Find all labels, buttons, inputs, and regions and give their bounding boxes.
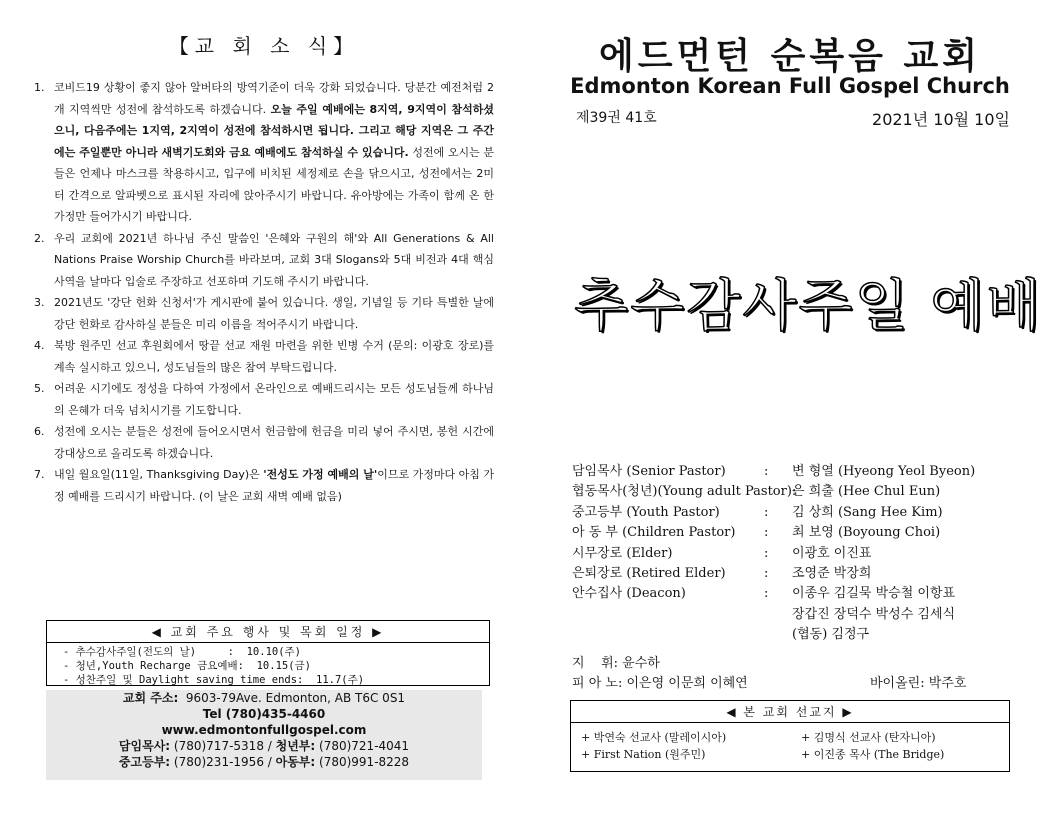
staff-colon: : [764,525,769,541]
staff-row [572,625,1022,645]
news-item [34,421,494,464]
phone-label: 담임목사: [118,739,171,753]
missionary-item: + 김명식 선교사 (탄자니아) [801,731,936,744]
missionary-item: + 이진종 목사 (The Bridge) [801,748,945,761]
staff-role: 중고등부 (Youth Pastor) [572,504,720,520]
news-text-part: 성전에 오시는 분들은 언제나 마스크를 착용하시고, 입구에 비치된 세정제로 손을 닦으시고, 성전에서는 2미터 간격으로 알파벳으로 표시된 자리에 앉아주시기 바랍니다. 유아방에는 가족이 함께 온 한 가정만 들어가시기 바랍니다. [54,145,495,223]
event-row: - 청년,Youth Recharge 금요예배: 10.15(금) [63,660,312,672]
news-item-text [54,464,494,507]
service-title-text: 추수감사주일 예배 [574,274,1043,339]
news-list [34,77,494,507]
phone-label: 아동부: [275,755,316,769]
event-row: - 추수감사주일(전도의 날) : 10.10(주) [63,646,302,658]
conductor: 지 휘: 윤수하 [572,656,660,671]
staff-names: 이종우 김길묵 박승철 이항표 [792,586,956,602]
news-text-part: 코비드19 상황이 좋지 않아 알버타의 방역기준이 더욱 강화 되었습니다. 당분간 예전처럼 2개 지역씩만 성전에 참석하도록 하겠습니다. [54,81,494,116]
phone-value: (780)721-4041 [315,739,410,753]
telephone: Tel (780)435-4460 [202,707,326,721]
news-text-part: 이므로 가정마다 아침 가정 예배를 드리시기 바랍니다. (이 날은 교회 새벽 예배 없음) [54,468,494,503]
phone-value: (780)231-1956 / [170,755,276,769]
phone-value: (780)717-5318 / [170,739,276,753]
news-text-part: 우리 교회에 2021년 하나님 주신 말씀인 '은혜와 구원의 해'와 All Generations & All Nations Praise Worship Church를 바라보며, 교회 3대 Slogans와 5대 비전과 4대 핵심 사역을 날마다 입술로 주장하고 선포하며 기도해 주시기 바랍니다. [54,231,494,288]
events-box [46,620,490,686]
news-item-number: 1. [34,81,45,94]
staff-names: 변 형열 (Hyeong Yeol Byeon) [792,464,976,479]
pianist: 피 아 노: 이은영 이문희 이혜연 [572,676,748,691]
news-item-text [54,77,494,228]
address-value: 9603-79Ave. Edmonton, AB T6C 0S1 [178,691,406,705]
staff-names: 최 보영 (Boyoung Choi) [792,525,941,541]
address-line [46,690,482,706]
website-link[interactable]: www.edmontonfullgospel.com [161,723,367,737]
news-item-text [54,228,494,293]
staff-row [572,462,1022,482]
violinist: 바이올린: 박주호 [870,676,967,691]
phone-line-1 [46,738,482,754]
staff-role: 아 동 부 (Children Pastor) [572,525,736,541]
staff-role [572,625,764,645]
news-text-part: 성전에 오시는 분들은 성전에 들어오시면서 헌금함에 헌금을 미리 넣어 주시면, 봉헌 시간에 강대상으로 올리도록 하겠습니다. [54,425,494,460]
staff-row [572,544,1022,564]
staff-names: (협동) 김정구 [792,627,870,643]
news-emphasis: 오늘 주일 예배에는 8지역, 9지역이 참석하셨으니, 다음주에는 1지역, 2지역이 성전에 참석하시면 됩니다. 그리고 해당 지역은 그 주간에는 주일뿐만 아니라 새벽기도회와 금요 예배에도 참석하실 수 있습니다. [54,102,494,159]
staff-names: 조영준 박장희 [792,565,872,581]
news-text-part: 2021년도 '강단 헌화 신청서'가 게시판에 붙어 있습니다. 생일, 기념일 등 기타 특별한 날에 강단 헌화로 감사하실 분들은 미리 이름을 적어주시기 바랍니다. [54,296,494,331]
staff-role [572,605,764,625]
events-heading: ◀ 교회 주요 행사 및 목회 일정 ▶ [47,621,489,643]
news-item [34,292,494,335]
phone-value: (780)991-8228 [315,755,410,769]
news-item-number: 4. [34,339,45,352]
address-box [46,690,482,780]
staff-role: 협동목사(청년)(Young adult Pastor): [572,484,797,500]
issue-date: 2021년 10월 10일 [872,110,1010,129]
staff-role: 안수집사 (Deacon) [572,586,686,602]
news-text-part: 내일 월요일(11일, Thanksgiving Day)은 [54,468,264,481]
event-row: - 성찬주일 및 Daylight saving time ends: 11.7(주) [63,674,365,686]
staff-colon: : [764,545,769,561]
news-item-text [54,335,494,378]
church-name-korean: 에드먼턴 순복음 교회 [598,36,982,77]
staff-row [572,503,1022,523]
missionaries-heading: ◀ 본 교회 선교지 ▶ [571,701,1009,723]
staff-row [572,564,1022,584]
events-list [47,643,489,687]
news-section [34,30,494,507]
news-text-part: 어려운 시기에도 정성을 다하여 가정에서 온라인으로 예배드리시는 모든 성도님들께 하나님의 은혜가 더욱 넘치시기를 기도합니다. [54,382,494,417]
missionary-item: + First Nation (원주민) [581,748,706,761]
staff-row [572,482,1022,502]
staff-role: 시무장로 (Elder) [572,545,673,561]
missionaries-list [571,723,1009,763]
phone-line-2 [46,754,482,770]
staff-names: 장갑진 장덕수 박성수 김세식 [792,606,956,622]
address-label: 교회 주소: [122,691,179,705]
phone-label: 청년부: [275,739,316,753]
news-item [34,77,494,228]
staff-colon [764,625,792,645]
news-title: 【교 회 소 식】 [168,34,360,58]
staff-row [572,605,1022,625]
news-item-number: 6. [34,425,45,438]
staff-list [572,462,1022,646]
news-item [34,378,494,421]
news-emphasis: '전성도 가정 예배의 날' [263,468,378,481]
staff-row [572,584,1022,604]
staff-colon: : [764,586,769,602]
staff-colon: : [764,464,769,479]
news-item [34,464,494,507]
music-section [572,654,748,694]
staff-colon [764,482,792,502]
news-item-number: 3. [34,296,45,309]
phone-label: 중고등부: [118,755,171,769]
staff-names: 김 상희 (Sang Hee Kim) [792,504,943,520]
news-item-text [54,378,494,421]
service-title [574,262,1043,342]
news-item-text [54,292,494,335]
missionaries-box [570,700,1010,772]
volume-number: 제39권 41호 [576,110,657,126]
church-name-english: Edmonton Korean Full Gospel Church [570,74,1010,98]
news-item [34,335,494,378]
staff-colon: : [764,504,769,520]
staff-role: 담임목사 (Senior Pastor) [572,464,726,479]
news-item-number: 2. [34,231,45,245]
news-item [34,228,494,293]
staff-colon [764,605,792,625]
news-item-text [54,421,494,464]
staff-row [572,523,1022,543]
staff-names: 은 희출 (Hee Chul Eun) [792,484,941,500]
news-item-number: 7. [34,468,45,481]
staff-role: 은퇴장로 (Retired Elder) [572,565,726,581]
news-item-number: 5. [34,382,45,395]
staff-colon: : [764,565,769,581]
news-text-part: 북방 원주민 선교 후원회에서 땅끝 선교 재원 마련을 위한 빈병 수거 (문의: 이광호 장로)를 계속 실시하고 있으니, 성도님들의 많은 참여 부탁드립니다. [54,339,494,374]
missionary-item: + 박연숙 선교사 (말레이시아) [581,731,727,744]
staff-names: 이광호 이진표 [792,545,872,561]
